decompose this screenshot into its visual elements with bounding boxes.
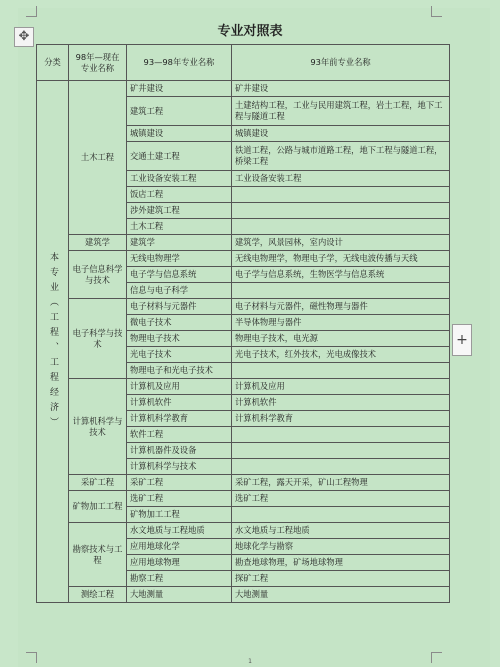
old-major-cell [232, 427, 450, 443]
mid-major-cell: 大地测量 [127, 587, 232, 603]
old-major-cell: 选矿工程 [232, 491, 450, 507]
table-row [37, 475, 450, 491]
current-major-cell: 计算机科学与技术 [69, 379, 127, 475]
mid-major-cell: 物理电子和光电子技术 [127, 363, 232, 379]
old-major-cell [232, 363, 450, 379]
mid-major-cell: 信息与电子科学 [127, 283, 232, 299]
document-title: 专业对照表 [217, 24, 283, 39]
page-number: 1 [248, 658, 252, 665]
mid-major-cell: 矿井建设 [127, 81, 232, 97]
page-corner-mark [431, 6, 442, 17]
mid-major-cell: 电子学与信息系统 [127, 267, 232, 283]
old-major-cell [232, 459, 450, 475]
table-row [37, 81, 450, 97]
mid-major-cell: 涉外建筑工程 [127, 203, 232, 219]
mid-major-cell: 水文地质与工程地质 [127, 523, 232, 539]
table-row [37, 491, 450, 507]
old-major-cell: 大地测量 [232, 587, 450, 603]
page-corner-mark [26, 6, 37, 17]
category-cell: 本专业（工程、工程经济） [37, 81, 69, 603]
mid-major-cell: 光电子技术 [127, 347, 232, 363]
mid-major-cell: 交通土建工程 [127, 142, 232, 171]
table-move-handle-icon[interactable]: ✥ [14, 27, 34, 47]
table-row [37, 235, 450, 251]
mid-major-cell: 城镇建设 [127, 126, 232, 142]
old-major-cell: 采矿工程，露天开采，矿山工程物理 [232, 475, 450, 491]
old-major-cell: 半导体物理与器件 [232, 315, 450, 331]
old-major-cell: 工业设备安装工程 [232, 171, 450, 187]
old-major-cell [232, 203, 450, 219]
table-row [37, 299, 450, 315]
header-category: 分类 [37, 45, 69, 81]
old-major-cell: 矿井建设 [232, 81, 450, 97]
mid-major-cell: 选矿工程 [127, 491, 232, 507]
old-major-cell: 计算机软件 [232, 395, 450, 411]
mid-major-cell: 应用地球物理 [127, 555, 232, 571]
old-major-cell [232, 283, 450, 299]
old-major-cell: 铁道工程，公路与城市道路工程，地下工程与隧道工程，桥梁工程 [232, 142, 450, 171]
mid-major-cell: 计算机器件及设备 [127, 443, 232, 459]
old-major-cell [232, 219, 450, 235]
table-row [37, 251, 450, 267]
mid-major-cell: 建筑工程 [127, 97, 232, 126]
mid-major-cell: 矿物加工工程 [127, 507, 232, 523]
mid-major-cell: 计算机科学教育 [127, 411, 232, 427]
current-major-cell: 建筑学 [69, 235, 127, 251]
old-major-cell: 水文地质与工程地质 [232, 523, 450, 539]
old-major-cell: 勘查地球物理，矿场地球物理 [232, 555, 450, 571]
old-major-cell: 计算机及应用 [232, 379, 450, 395]
mid-major-cell: 物理电子技术 [127, 331, 232, 347]
current-major-cell: 土木工程 [69, 81, 127, 235]
mid-major-cell: 土木工程 [127, 219, 232, 235]
current-major-cell: 勘察技术与工程 [69, 523, 127, 587]
old-major-cell [232, 187, 450, 203]
mid-major-cell: 计算机软件 [127, 395, 232, 411]
mid-major-cell: 软件工程 [127, 427, 232, 443]
mid-major-cell: 计算机科学与技术 [127, 459, 232, 475]
mid-major-cell: 工业设备安装工程 [127, 171, 232, 187]
old-major-cell: 探矿工程 [232, 571, 450, 587]
current-major-cell: 矿物加工工程 [69, 491, 127, 523]
table-header-row [37, 45, 450, 81]
current-major-cell: 采矿工程 [69, 475, 127, 491]
current-major-cell: 测绘工程 [69, 587, 127, 603]
old-major-cell: 电子材料与元器件，磁性物理与器件 [232, 299, 450, 315]
header-old-major: 93年前专业名称 [232, 45, 450, 81]
old-major-cell: 光电子技术，红外技术，光电成像技术 [232, 347, 450, 363]
mid-major-cell: 应用地球化学 [127, 539, 232, 555]
header-current-major: 98年—现在专业名称 [69, 45, 127, 81]
mid-major-cell: 饭店工程 [127, 187, 232, 203]
current-major-cell: 电子信息科学与技术 [69, 251, 127, 299]
mid-major-cell: 建筑学 [127, 235, 232, 251]
table-row [37, 587, 450, 603]
old-major-cell [232, 507, 450, 523]
header-mid-major: 93—98年专业名称 [127, 45, 232, 81]
mid-major-cell: 电子材料与元器件 [127, 299, 232, 315]
mid-major-cell: 微电子技术 [127, 315, 232, 331]
table-row [37, 523, 450, 539]
current-major-cell: 电子科学与技术 [69, 299, 127, 379]
old-major-cell: 土建结构工程，工业与民用建筑工程，岩土工程，地下工程与隧道工程 [232, 97, 450, 126]
mid-major-cell: 勘察工程 [127, 571, 232, 587]
mid-major-cell: 采矿工程 [127, 475, 232, 491]
major-comparison-table [36, 44, 450, 603]
mid-major-cell: 计算机及应用 [127, 379, 232, 395]
old-major-cell: 计算机科学教育 [232, 411, 450, 427]
add-column-button[interactable]: + [452, 324, 472, 356]
old-major-cell: 物理电子技术，电光源 [232, 331, 450, 347]
old-major-cell [232, 443, 450, 459]
old-major-cell: 地球化学与勘察 [232, 539, 450, 555]
old-major-cell: 建筑学，风景园林，室内设计 [232, 235, 450, 251]
old-major-cell: 电子学与信息系统，生物医学与信息系统 [232, 267, 450, 283]
mid-major-cell: 无线电物理学 [127, 251, 232, 267]
old-major-cell: 城镇建设 [232, 126, 450, 142]
table-row [37, 379, 450, 395]
old-major-cell: 无线电物理学，物理电子学，无线电波传播与天线 [232, 251, 450, 267]
